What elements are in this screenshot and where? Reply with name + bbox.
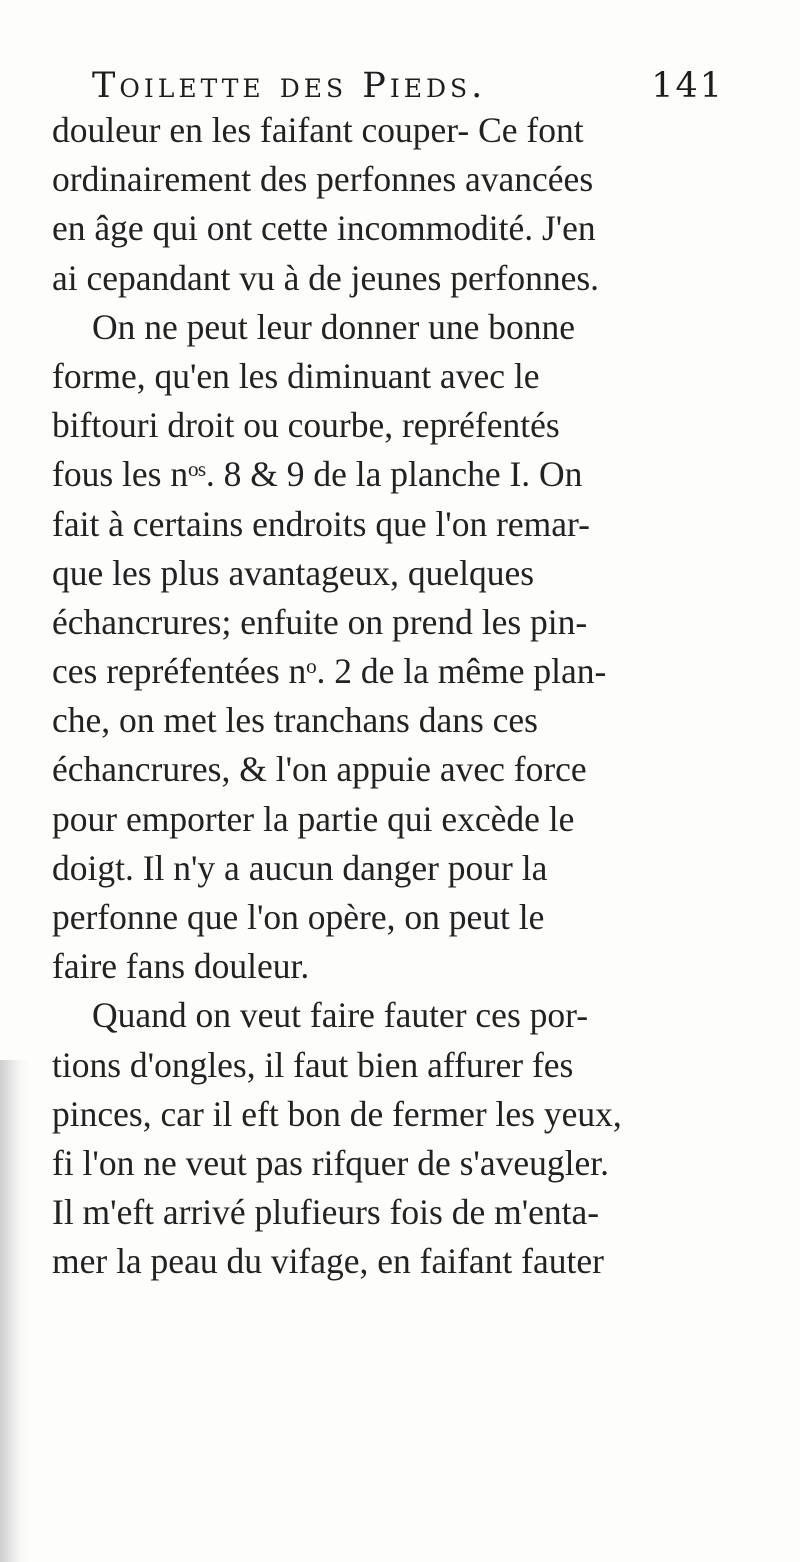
text-line: douleur en les faifant couper- Ce font <box>52 110 584 150</box>
text-line: fait à certains endroits que l'on remar- <box>52 503 590 544</box>
text-line: che, on met les tranchans dans ces <box>52 700 538 741</box>
text-line: biftouri droit ou courbe, repréfentés <box>52 405 560 446</box>
text-line: mer la peau du vifage, en faifant fauter <box>52 1241 604 1282</box>
running-head-title: Toilette des Pieds. <box>92 66 487 106</box>
text-line: forme, qu'en les diminuant avec le <box>52 355 540 396</box>
text-line: tions d'ongles, il faut bien affurer fes <box>52 1044 574 1085</box>
text-line: faire fans douleur. <box>52 946 310 987</box>
text-line: en âge qui ont cette incommodité. J'en <box>52 208 596 249</box>
text-line: Quand on veut faire fauter ces por- <box>92 995 589 1036</box>
text-line: doigt. Il n'y a aucun danger pour la <box>52 847 548 888</box>
text-line: ai cepandant vu à de jeunes perfonnes. <box>52 257 600 298</box>
text-line: échancrures; enfuite on prend les pin- <box>52 601 588 642</box>
text-line: échancrures, & l'on appuie avec force <box>52 749 587 790</box>
text-line: perfonne que l'on opère, on peut le <box>52 897 545 937</box>
text-line: fi l'on ne veut pas rifquer de s'aveugler. <box>52 1142 609 1183</box>
text-line: pour emporter la partie qui excède le <box>52 798 575 839</box>
text-line: fous les nᵒˢ. 8 & 9 de la planche I. On <box>52 454 583 495</box>
body-text <box>52 106 752 1287</box>
text-line: ces repréfentées nᵒ. 2 de la même plan- <box>52 651 607 692</box>
gutter-shadow <box>0 1060 30 1562</box>
text-line: ordinairement des perfonnes avancées <box>52 159 594 200</box>
text-line: pinces, car il eft bon de fermer les yeux, <box>52 1093 622 1134</box>
text-line: Il m'eft arrivé plufieurs fois de m'enta- <box>52 1192 600 1233</box>
running-head <box>92 66 732 106</box>
page-number: 141 <box>651 66 724 106</box>
text-line: que les plus avantageux, quelques <box>52 552 535 593</box>
text-line: On ne peut leur donner une bonne <box>92 306 576 347</box>
